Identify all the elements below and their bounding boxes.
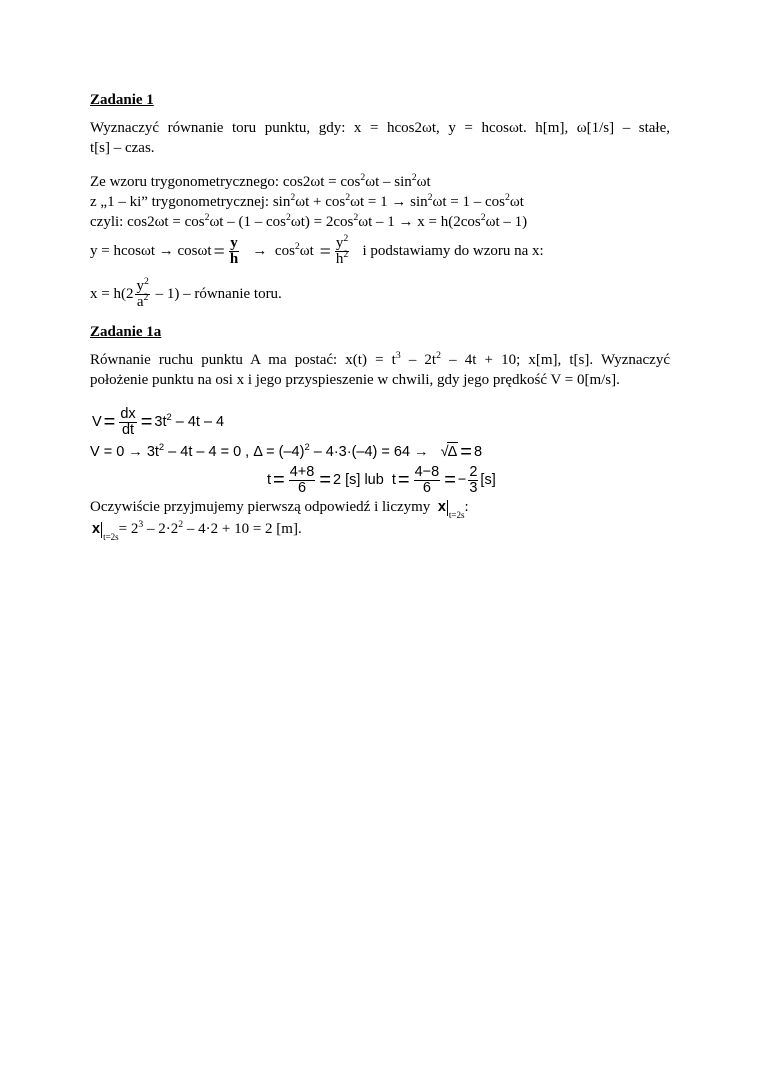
sqrt-symbol-icon: √ [440,444,449,460]
pythagorean-identity-line: z „1 – ki” trygonometrycznej: $\sin^2\omega t + \cos^2\omega t = 1 \to \sin^2\omega t = 1 - \cos^2\omega t$ [90,192,524,210]
fraction-y2-over-a2: $\frac{y^2}{a^2}$ [136,276,149,311]
fraction-y2-over-h2: $\frac{y^2}{h^2}$ [335,233,349,268]
trig-identity-line: Ze wzoru trygonometrycznego: $\cos 2\omega t = \cos^2\omega t - \sin^2\omega t$ [90,172,431,190]
fraction-root-1: $\frac{4+8}{6}$ [289,463,315,496]
roots-line: t = $\frac{4+8}{6}$ = 2 [s] lub t = $\frac{4-8}{6}$ = − $\frac{2}{3}$ [s] [267,463,496,496]
fraction-two-thirds: $\frac{2}{3}$ [469,463,478,496]
heading-zadanie-1a: Zadanie 1a [90,324,162,340]
task-1a-text-line-1: Równanie ruchu punktu A ma postać: $x(t) = t^3 - 2t^2 - 4t + 10$; x[m], t[s]. Wyznaczyć [90,350,670,368]
conclusion-line: Oczywiście przyjmujemy pierwszą odpowiedź i liczymy x $_{t=2s}$: [90,499,469,520]
sqrt-delta: Δ [447,444,458,460]
task-1-text-line-1: Wyznaczyć równanie toru punktu, gdy: x = hcos2ωt, y = hcosωt. h[m], ω[1/s] – stałe, [90,120,670,136]
substitution-line: czyli: $\cos 2\omega t = \cos^2\omega t - (1 - \cos^2\omega t) = 2\cos^2\omega t - 1 \to x = h(2\cos^2\omega t - 1)$ [90,212,528,230]
velocity-zero-line: $V = 0 \to 3t^2 - 4t - 4 = 0$ , $\Delta = (-4)^2 - 4\cdot 3\cdot(-4) = 64$ → √Δ = 8 [90,441,483,464]
cos-fraction-line: y = hcosωt → cosωt = $\frac{y}{h}$ → $\cos^2\omega t$ = $\frac{y^2}{h^2}$ i podstawiamy do wzoru na x: [90,233,544,268]
path-equation-line: x = h(2 $\frac{y^2}{a^2}$ – 1) – równanie toru. [90,276,282,311]
fraction-root-2: $\frac{4-8}{6}$ [414,463,440,496]
task-1a-text-line-2: położenie punktu na osi x i jego przyspieszenie w chwili, gdy jego prędkość V = 0[m/s]. [90,372,620,388]
task-1-text-line-2: t[s] – czas. [90,140,155,156]
velocity-derivative-line: V = $\frac{dx}{dt}$ = $3t^2 - 4t - 4$ [92,405,225,438]
result-line: x $_{t=2s}= 2^3 - 2\cdot 2^2 - 4\cdot 2 + 10 = 2$ [m]. [92,519,302,542]
fraction-dx-over-dt: $\frac{dx}{dt}$ [120,405,136,438]
fraction-y-over-h: $\frac{y}{h}$ [229,235,239,268]
heading-zadanie-1: Zadanie 1 [90,92,154,108]
